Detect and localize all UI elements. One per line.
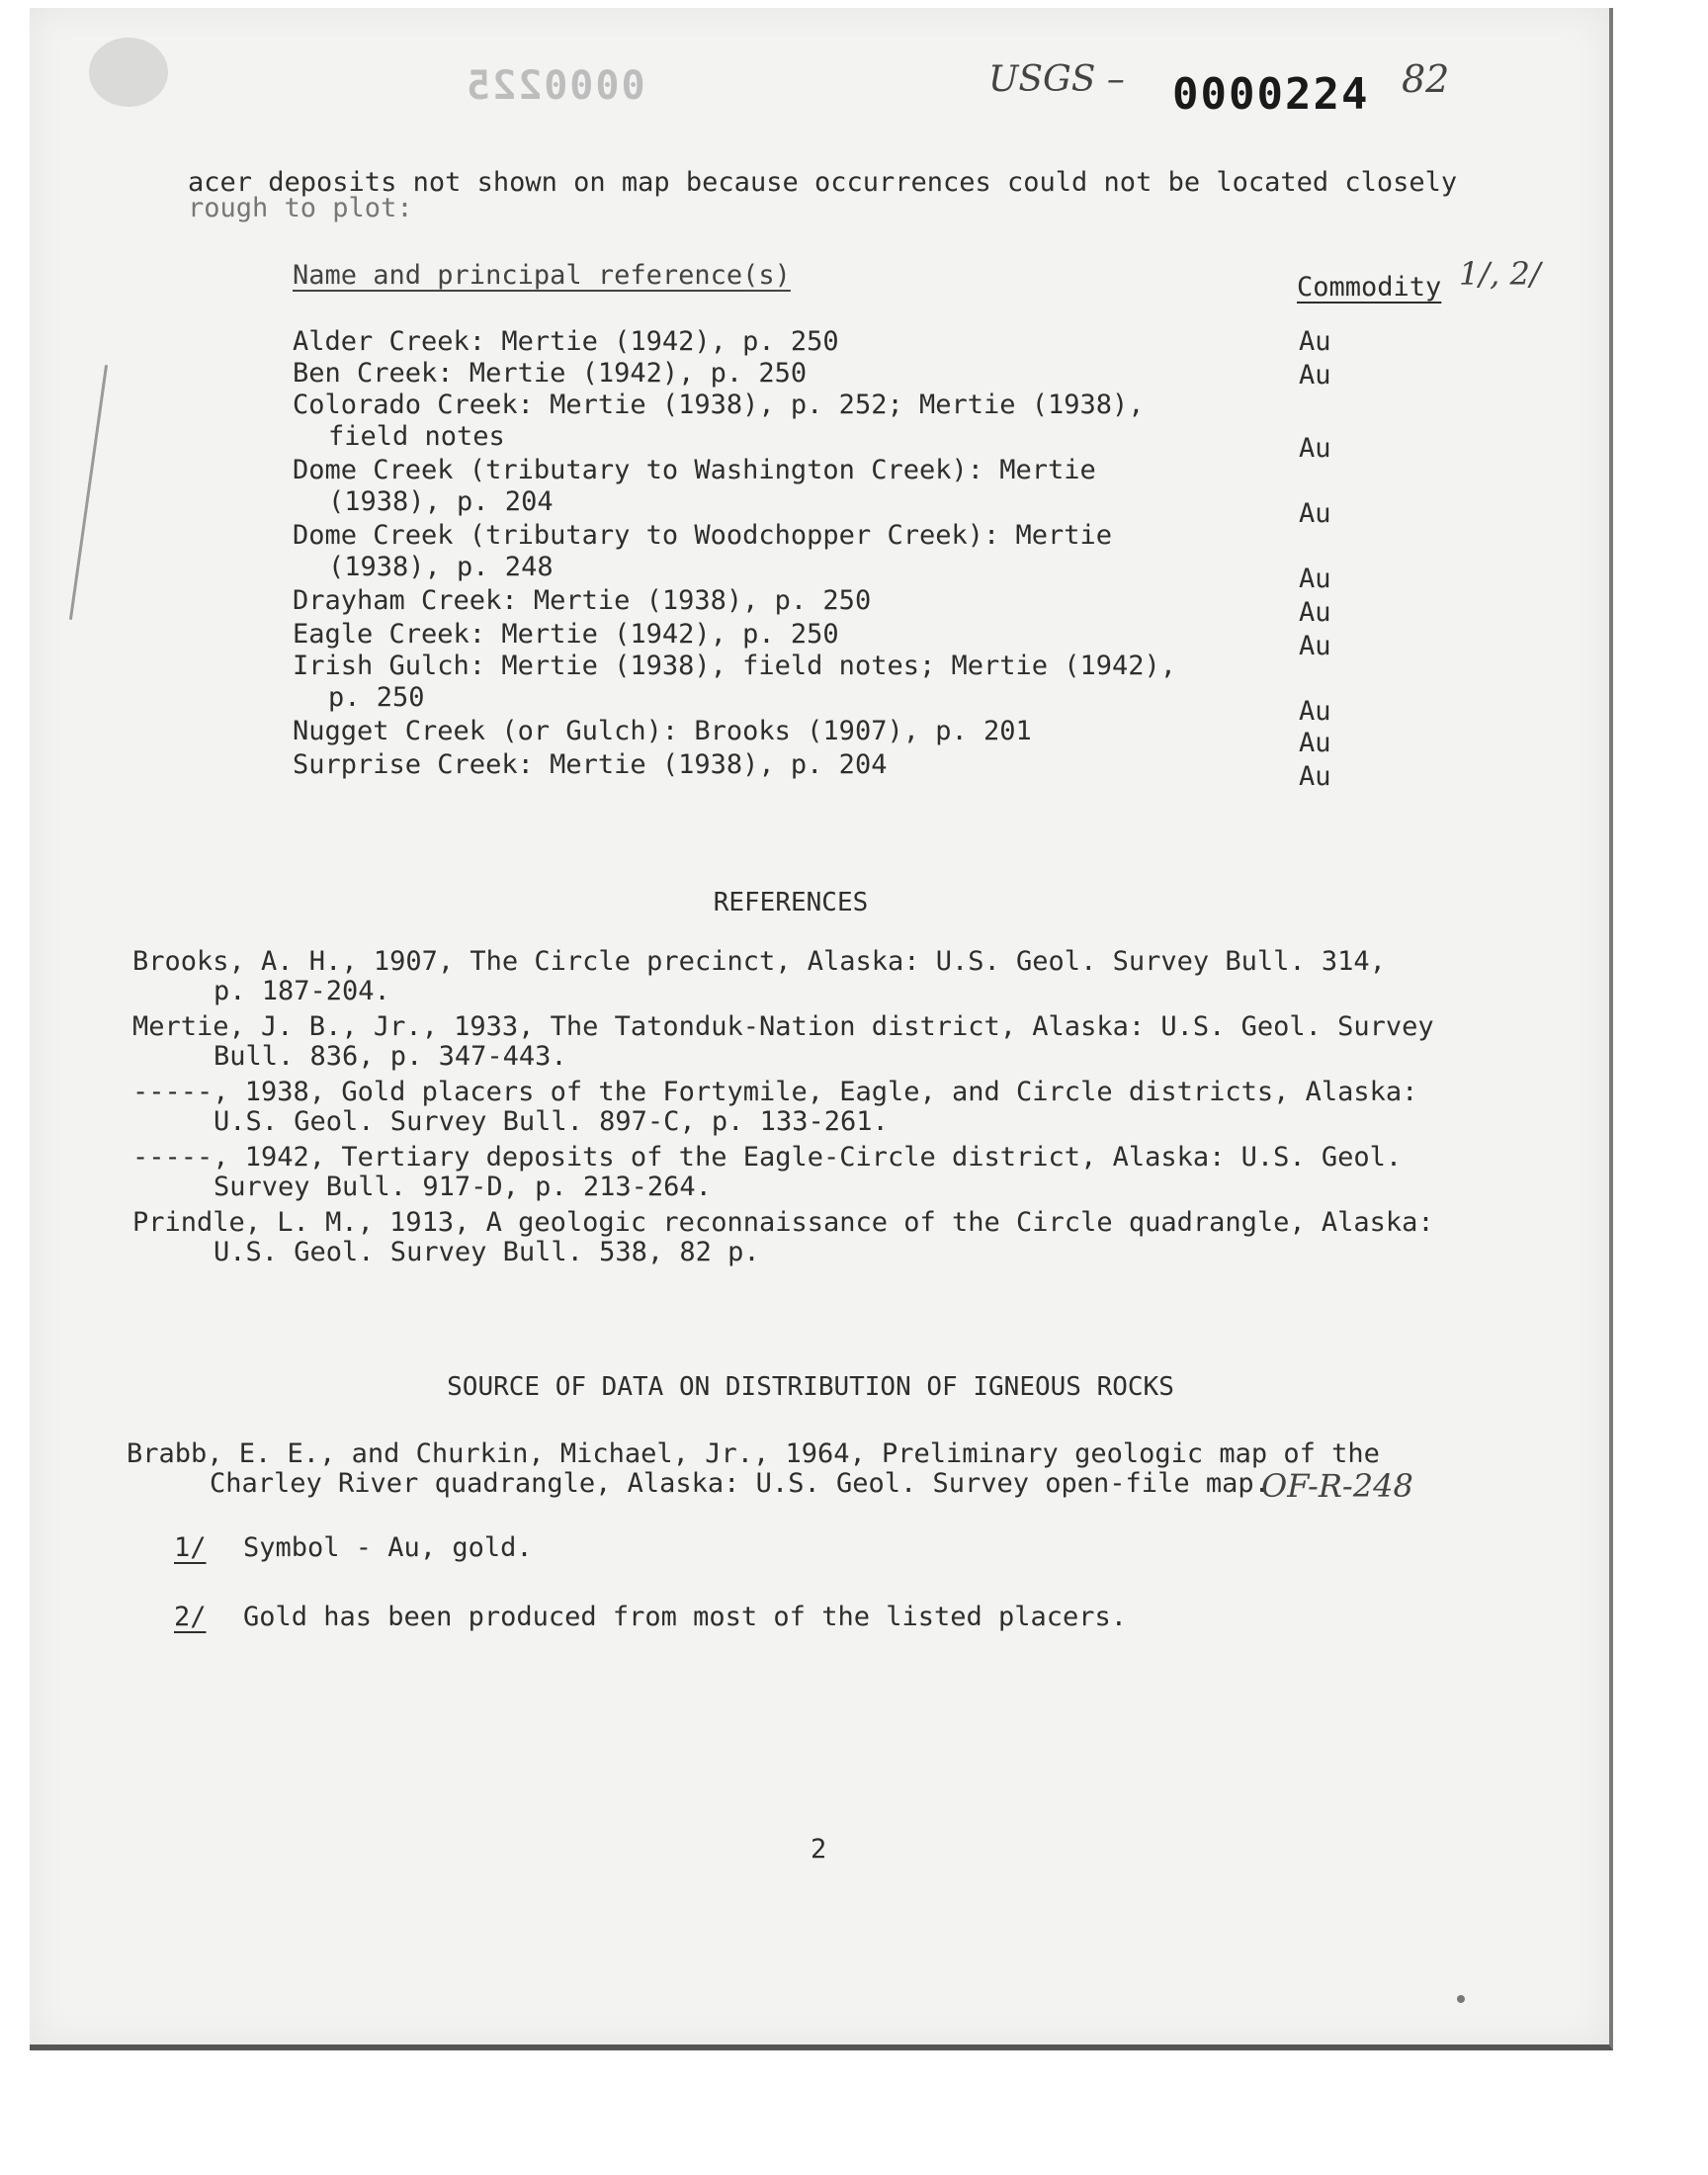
row-reference: Nugget Creek (or Gulch): Brooks (1907), p. 201 — [293, 716, 1032, 746]
handwritten-number: 82 — [1402, 57, 1450, 101]
row-commodity: Au — [1299, 631, 1331, 661]
reference-line-1: -----, 1942, Tertiary deposits of the Eagle-Circle district, Alaska: U.S. Geol. — [132, 1142, 1403, 1173]
row-commodity: Au — [1299, 728, 1331, 758]
row-reference: Drayham Creek: Mertie (1938), p. 250 — [293, 585, 872, 616]
row-commodity: Au — [1299, 433, 1331, 464]
row-reference: Eagle Creek: Mertie (1942), p. 250 — [293, 619, 839, 650]
row-commodity: Au — [1299, 564, 1331, 594]
source-title: SOURCE OF DATA ON DISTRIBUTION OF IGNEOUS ROCKS — [447, 1372, 1174, 1402]
table-row — [293, 619, 1360, 661]
document-number-stamp: 0000224 — [1172, 69, 1370, 120]
intro-line-2: rough to plot: — [188, 193, 413, 223]
row-reference: Colorado Creek: Mertie (1938), p. 252; Mertie (1938), — [293, 390, 1145, 420]
scan-speck — [1457, 1995, 1465, 2003]
row-reference-cont: field notes — [328, 421, 505, 452]
source-line-2: Charley River quadrangle, Alaska: U.S. Geol. Survey open-file map. — [210, 1468, 1270, 1499]
row-commodity: Au — [1299, 360, 1331, 391]
row-reference: Ben Creek: Mertie (1942), p. 250 — [293, 358, 808, 389]
commodity-column-header: Commodity — [1297, 272, 1442, 303]
row-reference-cont: (1938), p. 248 — [328, 552, 554, 582]
document-page — [30, 8, 1613, 2050]
name-column-header: Name and principal reference(s) — [293, 260, 791, 291]
row-reference: Irish Gulch: Mertie (1938), field notes; Mertie (1942), — [293, 651, 1177, 681]
page-number: 2 — [811, 1834, 827, 1865]
source-line-1: Brabb, E. E., and Churkin, Michael, Jr., 1964, Preliminary geologic map of the — [127, 1438, 1380, 1469]
table-row — [293, 358, 1360, 390]
table-row — [293, 749, 1360, 792]
left-edge-shadow — [69, 365, 108, 620]
table-row — [293, 326, 1360, 358]
row-commodity: Au — [1299, 761, 1331, 792]
row-commodity: Au — [1299, 696, 1331, 727]
handwritten-open-file-number: OF-R-248 — [1261, 1467, 1413, 1505]
footnote-text: Symbol - Au, gold. — [243, 1532, 533, 1563]
binding-mark — [89, 38, 168, 107]
reference-item — [132, 947, 1496, 1006]
reference-line-1: Mertie, J. B., Jr., 1933, The Tatonduk-Nation district, Alaska: U.S. Geol. Survey — [132, 1011, 1434, 1042]
table-row — [293, 585, 1360, 628]
references-title: REFERENCES — [713, 888, 869, 917]
reference-line-1: -----, 1938, Gold placers of the Fortymile, Eagle, and Circle districts, Alaska: — [132, 1077, 1418, 1107]
footnote-2 — [174, 1602, 1127, 1632]
reference-item — [132, 1078, 1496, 1137]
row-reference-cont: (1938), p. 204 — [328, 486, 554, 517]
reference-line-1: Prindle, L. M., 1913, A geologic reconnaissance of the Circle quadrangle, Alaska: — [132, 1207, 1434, 1238]
footnote-mark: 1/ — [174, 1532, 207, 1563]
footnote-1 — [174, 1532, 533, 1563]
footnote-text: Gold has been produced from most of the listed placers. — [243, 1602, 1128, 1632]
intro-line-1: acer deposits not shown on map because occurrences could not be located closely — [188, 167, 1458, 198]
row-reference-cont: p. 250 — [328, 682, 425, 713]
reference-item — [132, 1208, 1496, 1267]
row-commodity: Au — [1299, 498, 1331, 529]
handwritten-usgs: USGS – — [988, 59, 1125, 100]
reference-line-2: p. 187-204. — [214, 976, 390, 1006]
reference-line-2: U.S. Geol. Survey Bull. 538, 82 p. — [214, 1237, 760, 1267]
reference-line-2: Survey Bull. 917-D, p. 213-264. — [214, 1172, 712, 1202]
row-commodity: Au — [1299, 326, 1331, 357]
reference-item — [132, 1143, 1496, 1202]
reference-line-2: U.S. Geol. Survey Bull. 897-C, p. 133-261. — [214, 1106, 889, 1137]
table-row — [293, 520, 1360, 594]
footnote-mark: 2/ — [174, 1602, 207, 1632]
reference-line-2: Bull. 836, p. 347-443. — [214, 1041, 567, 1072]
row-reference: Alder Creek: Mertie (1942), p. 250 — [293, 326, 839, 357]
table-row — [293, 390, 1360, 464]
table-row — [293, 716, 1360, 758]
reference-line-1: Brooks, A. H., 1907, The Circle precinct, Alaska: U.S. Geol. Survey Bull. 314, — [132, 946, 1386, 977]
row-reference: Surprise Creek: Mertie (1938), p. 204 — [293, 749, 888, 780]
mirrored-stamp: 0000225 — [465, 63, 645, 109]
table-row — [293, 455, 1360, 529]
reference-item — [132, 1012, 1496, 1072]
row-commodity: Au — [1299, 597, 1331, 628]
row-reference: Dome Creek (tributary to Washington Creek): Mertie — [293, 455, 1096, 485]
table-row — [293, 651, 1360, 727]
row-reference: Dome Creek (tributary to Woodchopper Creek): Mertie — [293, 520, 1113, 551]
commodity-footnote-marks: 1/, 2/ — [1459, 255, 1541, 293]
